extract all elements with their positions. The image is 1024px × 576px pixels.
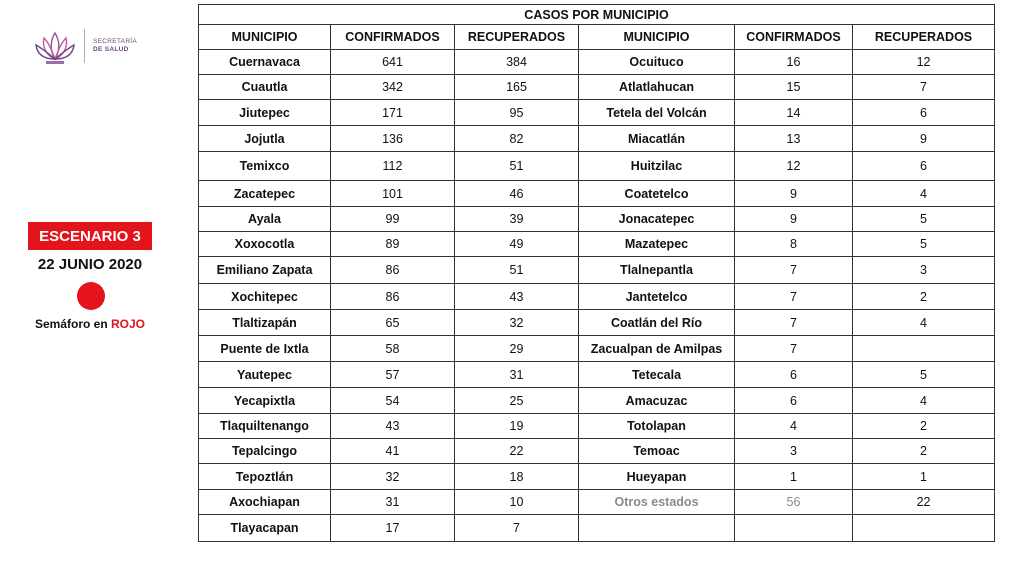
municipality-cell: Emiliano Zapata [199, 257, 331, 284]
table-row [199, 284, 995, 310]
municipality-cell: Miacatlán [579, 126, 735, 152]
column-header: CONFIRMADOS [331, 25, 455, 50]
recovered-cell: 384 [455, 50, 579, 75]
recovered-cell: 31 [455, 362, 579, 388]
column-header: MUNICIPIO [579, 25, 735, 50]
municipality-cell: Yecapixtla [199, 388, 331, 414]
recovered-cell: 9 [853, 126, 995, 152]
municipality-cell: Xoxocotla [199, 232, 331, 257]
recovered-cell: 3 [853, 257, 995, 284]
semaforo-color-word: ROJO [111, 317, 146, 331]
table-row [199, 414, 995, 439]
municipality-cell: Tlayacapan [199, 515, 331, 542]
municipality-cell: Tlaquiltenango [199, 414, 331, 439]
lotus-flower-icon [32, 23, 78, 69]
municipality-cell: Cuernavaca [199, 50, 331, 75]
municipality-cell: Tepalcingo [199, 439, 331, 464]
recovered-cell: 32 [455, 310, 579, 336]
municipality-cell: Jiutepec [199, 100, 331, 126]
confirmed-cell: 65 [331, 310, 455, 336]
confirmed-cell: 136 [331, 126, 455, 152]
recovered-cell: 18 [455, 464, 579, 490]
municipality-cell: Jonacatepec [579, 207, 735, 232]
report-date: 22 JUNIO 2020 [37, 256, 143, 273]
recovered-cell: 165 [455, 75, 579, 100]
confirmed-cell: 112 [331, 152, 455, 181]
recovered-cell: 43 [455, 284, 579, 310]
table-row [199, 126, 995, 152]
table-row [199, 181, 995, 207]
municipality-cell: Temixco [199, 152, 331, 181]
confirmed-cell: 9 [735, 181, 853, 207]
logo-text [93, 38, 137, 54]
recovered-cell: 5 [853, 232, 995, 257]
municipality-cell: Hueyapan [579, 464, 735, 490]
recovered-cell: 22 [853, 490, 995, 515]
recovered-cell: 51 [455, 257, 579, 284]
recovered-cell: 6 [853, 152, 995, 181]
municipality-cell: Tepoztlán [199, 464, 331, 490]
recovered-cell: 39 [455, 207, 579, 232]
cases-by-municipality-table [198, 4, 995, 542]
logo-line-2: DE SALUD [93, 45, 129, 53]
recovered-cell: 82 [455, 126, 579, 152]
recovered-cell: 12 [853, 50, 995, 75]
confirmed-cell: 7 [735, 284, 853, 310]
table-row [199, 515, 995, 542]
recovered-cell: 46 [455, 181, 579, 207]
municipality-cell: Xochitepec [199, 284, 331, 310]
recovered-cell: 5 [853, 207, 995, 232]
confirmed-cell: 43 [331, 414, 455, 439]
municipality-cell: Tlalnepantla [579, 257, 735, 284]
column-header: RECUPERADOS [853, 25, 995, 50]
table-row [199, 362, 995, 388]
recovered-cell: 2 [853, 284, 995, 310]
confirmed-cell: 86 [331, 257, 455, 284]
confirmed-cell: 17 [331, 515, 455, 542]
municipality-cell: Tetecala [579, 362, 735, 388]
recovered-cell: 25 [455, 388, 579, 414]
municipality-cell [579, 515, 735, 542]
table-row [199, 336, 995, 362]
confirmed-cell: 99 [331, 207, 455, 232]
confirmed-cell: 14 [735, 100, 853, 126]
semaforo-red-dot [77, 282, 105, 310]
confirmed-cell: 58 [331, 336, 455, 362]
column-header: CONFIRMADOS [735, 25, 853, 50]
municipality-cell: Coatlán del Río [579, 310, 735, 336]
municipality-cell: Yautepec [199, 362, 331, 388]
confirmed-cell: 15 [735, 75, 853, 100]
municipality-cell: Amacuzac [579, 388, 735, 414]
confirmed-cell: 101 [331, 181, 455, 207]
recovered-cell [853, 515, 995, 542]
municipality-cell: Mazatepec [579, 232, 735, 257]
confirmed-cell: 54 [331, 388, 455, 414]
table-row [199, 490, 995, 515]
confirmed-cell: 1 [735, 464, 853, 490]
confirmed-cell: 641 [331, 50, 455, 75]
municipality-cell: Puente de Ixtla [199, 336, 331, 362]
municipality-cell: Jantetelco [579, 284, 735, 310]
municipality-cell: Cuautla [199, 75, 331, 100]
municipality-cell: Tlaltizapán [199, 310, 331, 336]
recovered-cell: 51 [455, 152, 579, 181]
recovered-cell: 95 [455, 100, 579, 126]
recovered-cell: 7 [455, 515, 579, 542]
confirmed-cell: 3 [735, 439, 853, 464]
column-header: RECUPERADOS [455, 25, 579, 50]
confirmed-cell: 89 [331, 232, 455, 257]
logo-line-1: SECRETARÍA [93, 37, 138, 45]
confirmed-cell: 56 [735, 490, 853, 515]
municipality-cell: Axochiapan [199, 490, 331, 515]
table-row [199, 100, 995, 126]
table-header-row [199, 25, 995, 50]
logo-divider [84, 29, 85, 63]
confirmed-cell: 86 [331, 284, 455, 310]
table-row [199, 388, 995, 414]
confirmed-cell: 6 [735, 362, 853, 388]
municipality-cell: Zacualpan de Amilpas [579, 336, 735, 362]
recovered-cell: 6 [853, 100, 995, 126]
confirmed-cell: 31 [331, 490, 455, 515]
municipality-cell: Ocuituco [579, 50, 735, 75]
recovered-cell: 4 [853, 388, 995, 414]
municipality-cell: Totolapan [579, 414, 735, 439]
table-body [199, 50, 995, 542]
recovered-cell: 19 [455, 414, 579, 439]
table-row [199, 439, 995, 464]
municipality-cell: Atlatlahucan [579, 75, 735, 100]
table-row [199, 464, 995, 490]
recovered-cell: 7 [853, 75, 995, 100]
recovered-cell: 5 [853, 362, 995, 388]
confirmed-cell: 7 [735, 310, 853, 336]
recovered-cell: 49 [455, 232, 579, 257]
municipality-cell: Zacatepec [199, 181, 331, 207]
municipality-cell: Ayala [199, 207, 331, 232]
table-title: CASOS POR MUNICIPIO [199, 5, 995, 25]
municipality-cell: Otros estados [579, 490, 735, 515]
municipality-cell: Temoac [579, 439, 735, 464]
recovered-cell: 10 [455, 490, 579, 515]
municipality-cell: Coatetelco [579, 181, 735, 207]
municipality-cell: Huitzilac [579, 152, 735, 181]
semaforo-prefix: Semáforo en [34, 317, 111, 331]
confirmed-cell: 32 [331, 464, 455, 490]
semaforo-label [20, 317, 160, 331]
confirmed-cell: 4 [735, 414, 853, 439]
confirmed-cell: 12 [735, 152, 853, 181]
confirmed-cell: 7 [735, 336, 853, 362]
recovered-cell: 1 [853, 464, 995, 490]
confirmed-cell: 13 [735, 126, 853, 152]
secretaria-de-salud-logo [32, 18, 172, 73]
confirmed-cell: 16 [735, 50, 853, 75]
confirmed-cell: 342 [331, 75, 455, 100]
table-row [199, 232, 995, 257]
confirmed-cell: 8 [735, 232, 853, 257]
table-row [199, 207, 995, 232]
confirmed-cell: 171 [331, 100, 455, 126]
table-row [199, 152, 995, 181]
recovered-cell: 22 [455, 439, 579, 464]
recovered-cell: 2 [853, 439, 995, 464]
table-row [199, 50, 995, 75]
recovered-cell [853, 336, 995, 362]
table-row [199, 75, 995, 100]
scenario-badge: ESCENARIO 3 [28, 222, 152, 250]
confirmed-cell: 9 [735, 207, 853, 232]
municipality-cell: Tetela del Volcán [579, 100, 735, 126]
municipality-cell: Jojutla [199, 126, 331, 152]
confirmed-cell: 41 [331, 439, 455, 464]
recovered-cell: 2 [853, 414, 995, 439]
recovered-cell: 29 [455, 336, 579, 362]
confirmed-cell: 6 [735, 388, 853, 414]
confirmed-cell [735, 515, 853, 542]
column-header: MUNICIPIO [199, 25, 331, 50]
confirmed-cell: 7 [735, 257, 853, 284]
table-row [199, 310, 995, 336]
confirmed-cell: 57 [331, 362, 455, 388]
recovered-cell: 4 [853, 310, 995, 336]
table-row [199, 257, 995, 284]
recovered-cell: 4 [853, 181, 995, 207]
